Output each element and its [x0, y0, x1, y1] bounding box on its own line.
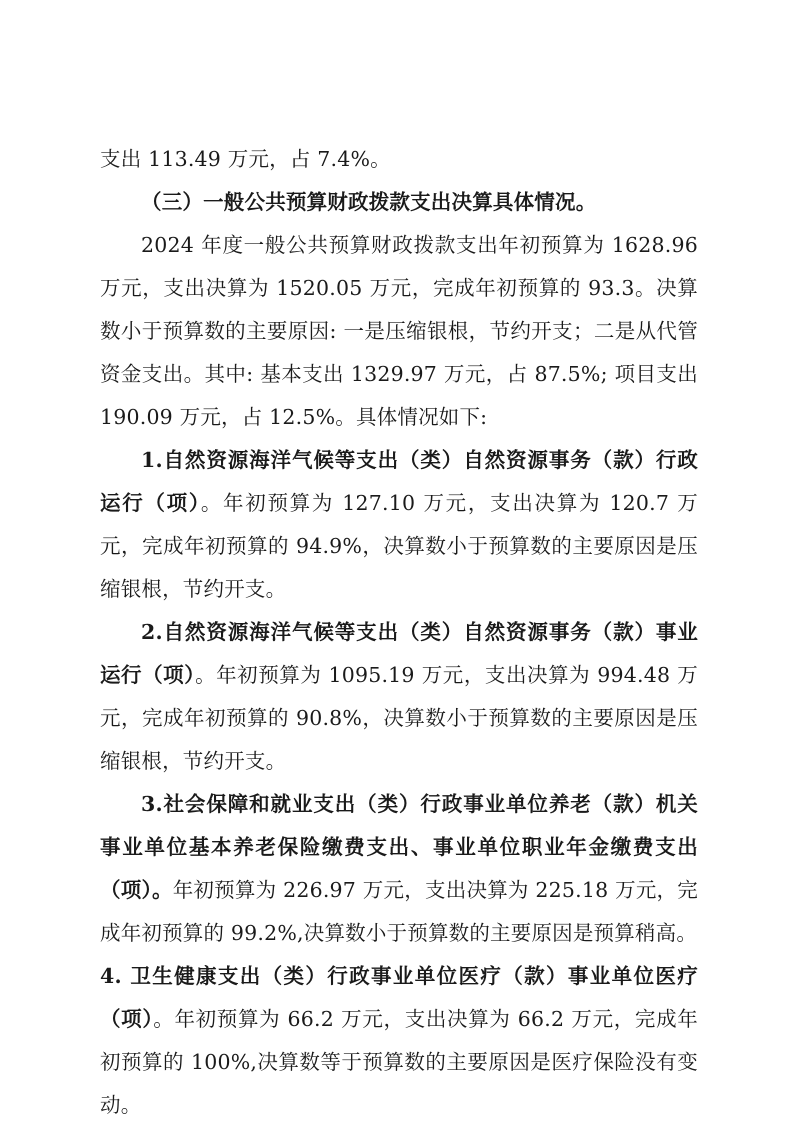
item-1-detail: 。年初预算为 127.10 万元，支出决算为 120.7 万元，完成年初预算的 94.9%，决算数小于预算数的主要原因是压缩银根，节约开支。 — [100, 491, 699, 601]
section-heading-three: （三）一般公共预算财政拨款支出决算具体情况。 — [141, 190, 597, 214]
paragraph-item-3 — [100, 783, 698, 955]
item-4-detail: 。年初预算为 66.2 万元，支出决算为 66.2 万元，完成年初预算的 100%,决算数等于预算数的主要原因是医疗保险没有变动。 — [100, 1007, 698, 1117]
document-body — [100, 138, 698, 1127]
paragraph-budget-overview: 2024 年度一般公共预算财政拨款支出年初预算为 1628.96 万元，支出决算为 1520.05 万元，完成年初预算的 93.3。决算数小于预算数的主要原因: 一是压缩银根，节约开支；二是从代管资金支出。其中: 基本支出 1329.97 万元，占 87.5%; 项目支出 190.09 万元，占 12.5%。具体情况如下: — [100, 233, 698, 429]
item-4-title: 4. 卫生健康支出（类）行政事业单位医疗（款）事业单位医疗（项） — [100, 964, 698, 1031]
paragraph-support-expense: 支出 113.49 万元，占 7.4%。 — [100, 147, 391, 171]
item-2-title: 2.自然资源海洋气候等支出（类）自然资源事务（款）事业运行（项） — [100, 620, 698, 687]
item-3-title: 3.社会保障和就业支出（类）行政事业单位养老（款）机关事业单位基本养老保险缴费支出、事业单位职业年金缴费支出（项）。 — [100, 792, 698, 902]
item-3-detail: 年初预算为 226.97 万元，支出决算为 225.18 万元，完成年初预算的 99.2%,决算数小于预算数的主要原因是预算稍高。 — [100, 878, 698, 945]
paragraph-item-2 — [100, 611, 698, 783]
paragraph-item-4 — [100, 955, 698, 1127]
paragraph-item-1 — [100, 439, 698, 611]
item-2-detail: 。年初预算为 1095.19 万元，支出决算为 994.48 万元，完成年初预算的 90.8%，决算数小于预算数的主要原因是压缩银根，节约开支。 — [100, 663, 699, 773]
item-1-title: 1.自然资源海洋气候等支出（类）自然资源事务（款）行政运行（项） — [100, 448, 698, 515]
